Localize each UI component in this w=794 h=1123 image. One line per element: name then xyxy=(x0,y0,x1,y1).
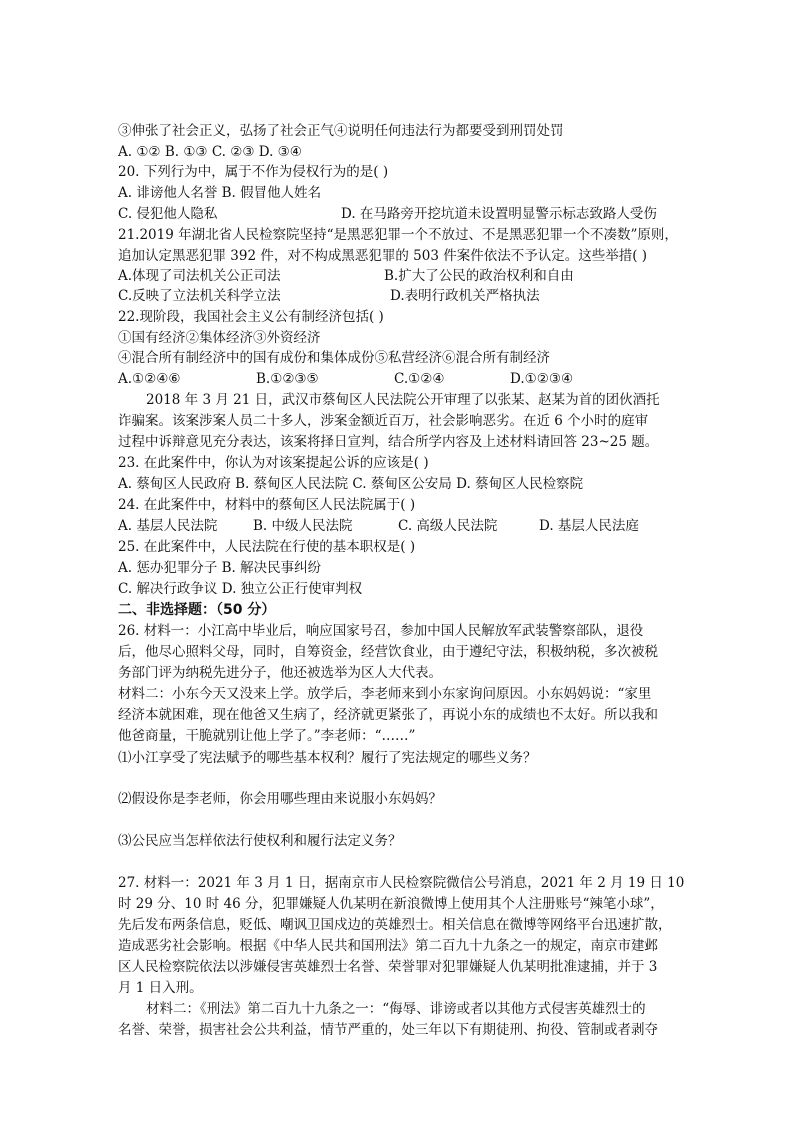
q25-choices-cd: C. 解决行政争议 D. 独立公正行使审判权 xyxy=(118,581,363,597)
q26-material2-line2: 经济本就困难，现在他爸又生病了，经济就更紧张了，再说小东的成绩也不太好。所以我和 xyxy=(118,707,658,723)
q27-material2-line1: 材料二：《刑法》第二百九十九条之一：“侮辱、诽谤或者以其他方式侵害英雄烈士的 xyxy=(146,1001,646,1017)
q25-choices-ab: A. 惩办犯罪分子 B. 解决民事纠纷 xyxy=(118,560,322,576)
q27-material1-line4: 造成恶劣社会影响。根据《中华人民共和国刑法》第二百九十九条之一的规定，南京市建邺 xyxy=(118,938,658,954)
q19-choices: A. ①② B. ①③ C. ②③ D. ③④ xyxy=(118,144,302,160)
q24-choice-d: D. 基层人民法庭 xyxy=(539,518,639,534)
q27-material1-line2: 时 29 分、10 时 46 分，犯罪嫌疑人仇某明在新浪微博上使用其个人注册账号“辣笔小球”， xyxy=(118,896,664,912)
material-para-line3: 过程中诉辩意见充分表达，该案将择日宣判，结合所学内容及上述材料请回答 23~25 题。 xyxy=(118,434,659,450)
q27-material2-line2: 名誉、荣誉，损害社会公共利益，情节严重的，处三年以下有期徒刑、拘役、管制或者剥夺 xyxy=(118,1022,658,1038)
q21-choice-d: D.表明行政机关严格执法 xyxy=(390,288,540,304)
q24-choice-a: A. 基层人民法院 xyxy=(118,518,218,534)
q19-option-line: ③伸张了社会正义，弘扬了社会正气④说明任何违法行为都要受到刑罚处罚 xyxy=(118,123,564,139)
q22-choice-b: B.①②③⑤ xyxy=(256,371,319,387)
q27-material1-line5: 区人民检察院依法以涉嫌侵害英雄烈士名誉、荣誉罪对犯罪嫌疑人仇某明批准逮捕，并于 3 xyxy=(118,959,658,975)
q27-material1-line1: 27. 材料一：2021 年 3 月 1 日，据南京市人民检察院微信公号消息，2021 年 2 月 19 日 10 xyxy=(118,875,685,891)
q24-stem: 24. 在此案件中，材料中的蔡甸区人民法院属于( ) xyxy=(118,497,416,513)
q22-items-1: ①国有经济②集体经济③外资经济 xyxy=(118,330,321,346)
q22-choice-c: C.①②④ xyxy=(394,371,445,387)
q20-choices-ab: A. 诽谤他人名誉 B. 假冒他人姓名 xyxy=(118,185,322,201)
q22-choice-a: A.①②④⑥ xyxy=(118,371,181,387)
q20-choice-c: C. 侵犯他人隐私 xyxy=(118,206,218,222)
q23-stem: 23. 在此案件中，你认为对该案提起公诉的应该是( ) xyxy=(118,455,429,471)
material-para-line2: 诈骗案。该案涉案人员二十多人，涉案金额近百万，社会影响恶劣。在近 6 个小时的庭审 xyxy=(118,413,649,429)
q26-material1-line2: 后，他尽心照料父母，同时，自筹资金，经营饮食业，由于遵纪守法，积极纳税，多次被税 xyxy=(118,644,658,660)
q26-subquestion-2: ⑵假设你是李老师，你会用哪些理由来说服小东妈妈？ xyxy=(118,791,442,807)
section-heading: 二、非选择题：（50 分） xyxy=(118,602,276,618)
q20-choice-d: D. 在马路旁开挖坑道未设置明显警示标志致路人受伤 xyxy=(341,206,657,222)
q22-stem: 22.现阶段，我国社会主义公有制经济包括( ) xyxy=(118,309,384,325)
q26-subquestion-3: ⑶公民应当怎样依法行使权利和履行法定义务？ xyxy=(118,833,402,849)
q26-subquestion-1: ⑴小江享受了宪法赋予的哪些基本权利？履行了宪法规定的哪些义务？ xyxy=(118,750,537,766)
q27-material1-line6: 月 1 日入刑。 xyxy=(118,980,203,996)
q21-choice-c: C.反映了立法机关科学立法 xyxy=(118,288,281,304)
q26-material1-line1: 26. 材料一：小江高中毕业后，响应国家号召，参加中国人民解放军武装警察部队，退役 xyxy=(118,623,644,639)
q23-choices: A. 蔡甸区人民政府 B. 蔡甸区人民法院 C. 蔡甸区公安局 D. 蔡甸区人民检察院 xyxy=(118,476,584,492)
q26-material2-line1: 材料二：小东今天又没来上学。放学后，李老师来到小东家询问原因。小东妈妈说：“家里 xyxy=(118,686,652,702)
q22-choice-d: D.①②③④ xyxy=(510,371,574,387)
q21-choice-a: A.体现了司法机关公正司法 xyxy=(118,268,281,284)
q20-stem: 20. 下列行为中，属于不作为侵权行为的是( ) xyxy=(118,164,389,180)
q27-material1-line3: 先后发布两条信息，贬低、嘲讽卫国戍边的英雄烈士。相关信息在微博等网络平台迅速扩散， xyxy=(118,917,672,933)
q21-stem-line1: 21.2019 年湖北省人民检察院坚持“是黑恶犯罪一个不放过、不是黑恶犯罪一个不凑数”原则， xyxy=(118,227,678,243)
q21-stem-line2: 追加认定黑恶犯罪 392 件，对不构成黑恶犯罪的 503 件案件依法不予认定。这些举措( ) xyxy=(118,248,648,264)
q21-choice-b: B.扩大了公民的政治权利和自由 xyxy=(384,268,574,284)
q26-material1-line3: 务部门评为纳税先进分子，他还被选举为区人大代表。 xyxy=(118,665,442,681)
q24-choice-c: C. 高级人民法院 xyxy=(398,518,498,534)
q26-material2-line3: 他爸商量，干脆就别让他上学了。”李老师：“……” xyxy=(118,728,416,744)
q24-choice-b: B. 中级人民法院 xyxy=(253,518,353,534)
material-para-line1: 2018 年 3 月 21 日，武汉市蔡甸区人民法院公开审理了以张某、赵某为首的团伙酒托 xyxy=(146,392,660,408)
q22-items-2: ④混合所有制经济中的国有成份和集体成份⑤私营经济⑥混合所有制经济 xyxy=(118,350,550,366)
q25-stem: 25. 在此案件中，人民法院在行使的基本职权是( ) xyxy=(118,539,416,555)
